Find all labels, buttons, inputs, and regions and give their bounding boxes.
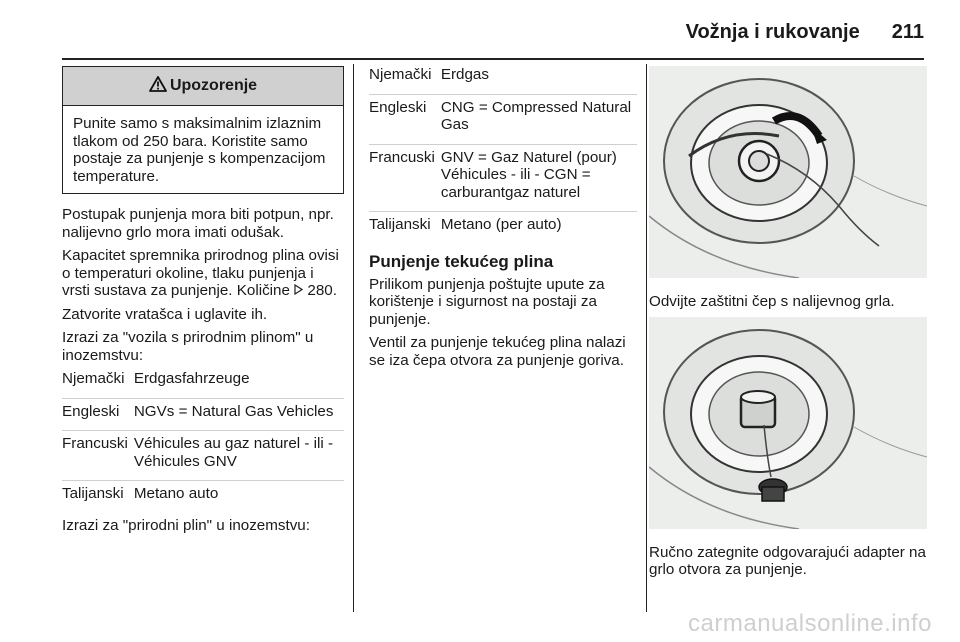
table-cell-lang: Talijanski: [369, 216, 431, 233]
column-1: [62, 66, 344, 540]
warning-title: Upozorenje: [169, 77, 258, 94]
page-number: 211: [891, 21, 924, 43]
warning-body: Punite samo s maksimalnim izlaznim tlakom od 250 bara. Koristite samo postaje za punjenje s kompenzacijom temperature.: [73, 115, 326, 185]
page-ref-link[interactable]: 280.: [307, 282, 337, 299]
column-3: [649, 66, 927, 585]
column-divider-1: [353, 64, 354, 612]
table-cell-lang: Njemački: [369, 66, 441, 94]
figure-caption-2: Ručno zategnite odgovarajući adapter na grlo otvora za punjenje.: [649, 543, 926, 578]
table-cell-lang: Francuski: [369, 144, 441, 212]
table-cell-term: Erdgas: [441, 66, 637, 94]
table-cell-lang: Francuski: [62, 431, 134, 481]
header-rule: [62, 58, 924, 60]
paragraph-tank-capacity: [62, 247, 344, 300]
warning-header: [63, 67, 343, 106]
warning-triangle-icon: [149, 69, 167, 107]
table-cell-lang: Engleski: [369, 94, 441, 144]
page-ref-arrow-icon: [294, 282, 303, 299]
table-row: [369, 144, 637, 212]
table-cell-term: GNV = Gaz Naturel (pour) Véhicules - ili - CGN = carburantgaz naturel: [441, 144, 637, 212]
paragraph-fill-complete: Postupak punjenja mora biti potpun, npr. nalijevno grlo mora imati odušak.: [62, 206, 334, 241]
paragraph-lpg-safety: Prilikom punjenja poštujte upute za korištenje i sigurnost na postaji za punjenje.: [369, 275, 605, 328]
figure-caption-1: Odvijte zaštitni čep s nalijevnog grla.: [649, 293, 895, 310]
watermark: carmanualsonline.info: [688, 609, 932, 637]
table-cell-term: Erdgasfahrzeuge: [134, 370, 344, 398]
table-cell-term: Metano auto: [133, 485, 219, 502]
table-row: [369, 94, 637, 144]
table-row: [62, 431, 344, 481]
paragraph-tank-capacity-text: Kapacitet spremnika prirodnog plina ovisi o temperaturi okoline, tlaku punjenja i vrsti sustava za punjenje. Količine: [62, 247, 339, 299]
column-divider-2: [646, 64, 647, 612]
fuel-filler-illustration-1: [649, 66, 927, 278]
figure-unscrew-cap: [649, 66, 927, 278]
table-cell-term: NGVs = Natural Gas Vehicles: [134, 398, 344, 431]
terms-vehicles-table: [62, 370, 344, 513]
fuel-filler-illustration-2: [649, 317, 927, 529]
page-header: [686, 20, 924, 44]
table-cell-term: Metano (per auto): [440, 216, 562, 233]
paragraph-terms-gas: Izrazi za "prirodni plin" u inozemstvu:: [62, 516, 310, 534]
paragraph-terms-vehicles: Izrazi za "vozila s prirodnim plinom" u inozemstvu:: [62, 329, 314, 364]
table-row: [369, 66, 637, 94]
paragraph-lpg-valve: Ventil za punjenje tekućeg plina nalazi se iza čepa otvora za punjenje goriva.: [369, 334, 626, 369]
table-cell-term: CNG = Compressed Natural Gas: [441, 94, 637, 144]
warning-box: [62, 66, 344, 194]
terms-gas-table: [369, 66, 637, 244]
section-heading-lpg: Punjenje tekućeg plina: [369, 251, 554, 271]
header-title: Vožnja i rukovanje: [685, 21, 860, 43]
figure-adapter: [649, 317, 927, 529]
table-row: [369, 212, 637, 244]
table-cell-lang: Talijanski: [62, 485, 124, 502]
column-2: [369, 66, 637, 375]
table-row: [62, 370, 344, 398]
paragraph-close-door: Zatvorite vratašca i uglavite ih.: [62, 305, 268, 323]
table-cell-term: Véhicules au gaz naturel - ili - Véhicules GNV: [134, 431, 344, 481]
table-row: [62, 398, 344, 431]
table-cell-lang: Njemački: [62, 370, 134, 398]
table-cell-lang: Engleski: [62, 398, 134, 431]
table-row: [62, 481, 344, 513]
